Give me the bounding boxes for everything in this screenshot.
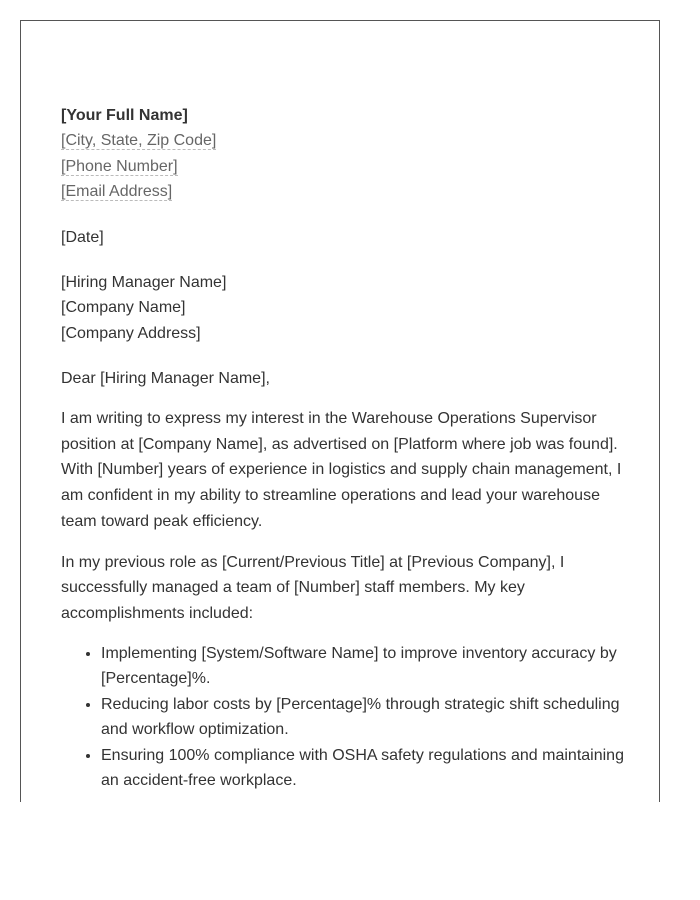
accomplishments-list [61,641,631,794]
letter-date: [Date] [61,228,104,246]
salutation: Dear [Hiring Manager Name], [61,370,270,387]
sender-email: [Email Address] [61,183,173,200]
sender-city-line [61,128,631,154]
sender-name: [Your Full Name] [61,107,188,124]
recipient-company: [Company Name] [61,299,186,316]
list-item: • Ensuring 100% compliance with OSHA safety regulations and maintaining an accident-free workplace. [101,743,631,794]
sender-phone: [Phone Number] [61,157,178,175]
recipient-block [61,270,631,347]
experience-paragraph: In my previous role as [Current/Previous Title] at [Previous Company], I successfully managed a team of [Number] staff members. My key accomplishments included: [61,553,565,622]
recipient-manager: [Hiring Manager Name] [61,273,227,291]
sender-phone-line [61,154,631,180]
recipient-address: [Company Address] [61,324,201,342]
letter-page [20,20,660,802]
sender-city: [City, State, Zip Code] [61,132,217,149]
sender-email-line [61,179,631,205]
list-item: • Implementing [System/Software Name] to improve inventory accuracy by [Percentage]%. [101,641,631,692]
list-item: • Reducing labor costs by [Percentage]% through strategic shift scheduling and workflow optimization. [101,692,631,743]
intro-paragraph: I am writing to express my interest in the Warehouse Operations Supervisor position at [Company Name], as advertised on [Platform where job was found]. With [Number] years of experience in logistics and supply chain management, I am confident in my ability to streamline operations and lead your warehouse team toward peak efficiency. [61,410,622,530]
letter-content [61,103,631,794]
